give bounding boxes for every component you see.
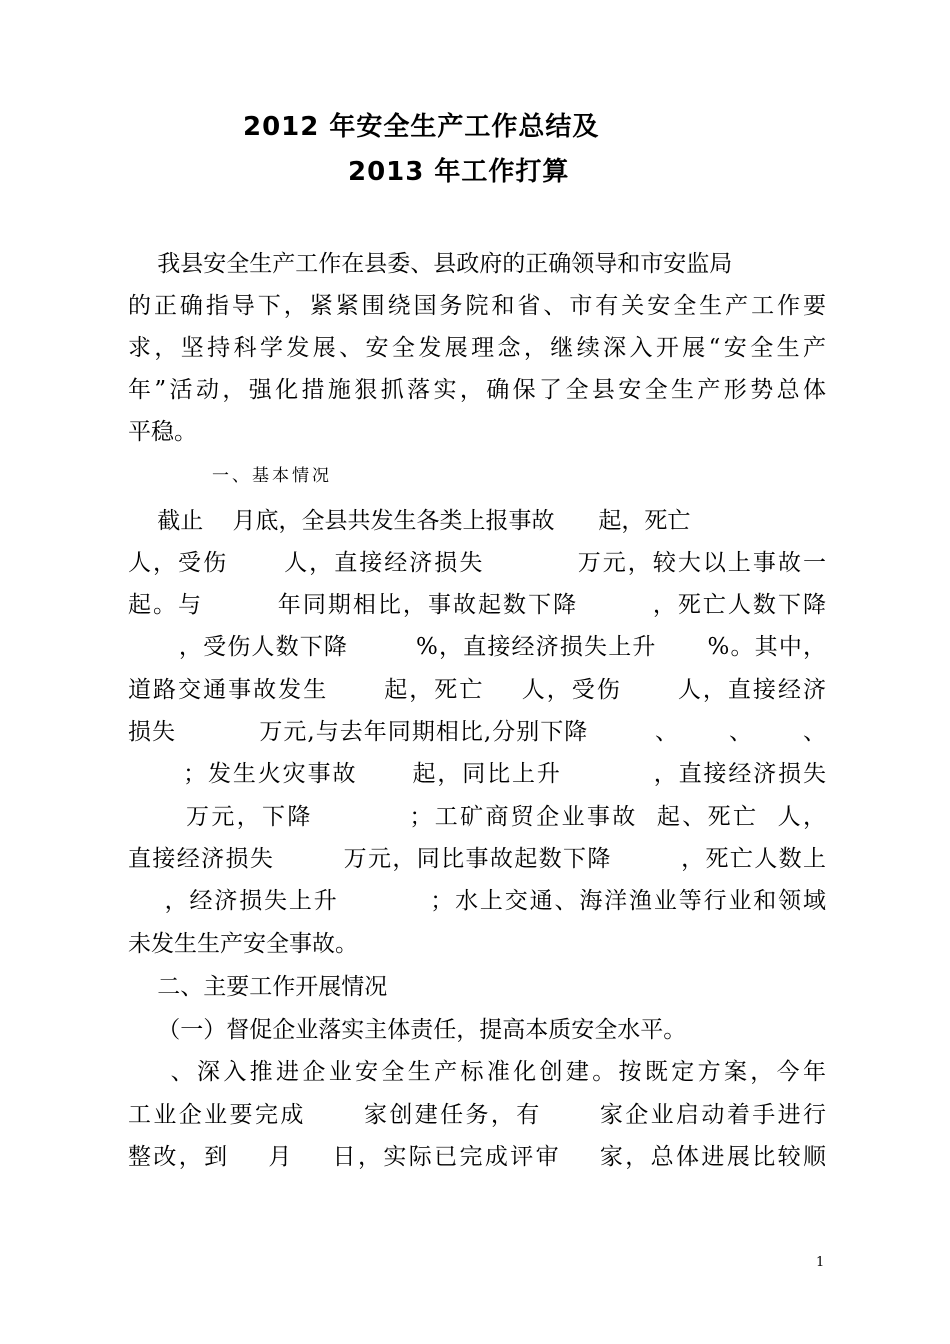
paragraph-line: 求，坚持科学发展、安全发展理念，继续深入开展“安全生产	[128, 335, 826, 361]
document-title-line-2: 2013 年工作打算	[348, 157, 570, 187]
paragraph-line: 人，受伤 人，直接经济损失 万元，较大以上事故一	[128, 550, 826, 576]
paragraph-line: 万元，下降 ；工矿商贸企业事故 起、死亡 人，	[128, 804, 826, 830]
section-heading: 二、主要工作开展情况	[128, 974, 388, 1000]
paragraph-line: 道路交通事故发生 起，死亡 人，受伤 人，直接经济	[128, 677, 826, 703]
paragraph-line: 损失 万元,与去年同期相比,分别下降 、 、 、	[128, 719, 826, 745]
paragraph-line: 整改，到 月 日，实际已完成评审 家，总体进展比较顺	[128, 1144, 826, 1170]
paragraph-line: 我县安全生产工作在县委、县政府的正确领导和市安监局	[128, 251, 733, 277]
paragraph-line: ，受伤人数下降 %，直接经济损失上升 %。其中，	[128, 634, 826, 660]
subsection-heading: （一）督促企业落实主体责任，提高本质安全水平。	[128, 1017, 687, 1043]
paragraph-line: ，经济损失上升 ；水上交通、海洋渔业等行业和领域	[128, 888, 826, 914]
paragraph-line: ；发生火灾事故 起，同比上升 ，直接经济损失	[128, 761, 826, 787]
section-heading: 一、基本情况	[128, 466, 333, 486]
paragraph-line: 截止 月底，全县共发生各类上报事故 起，死亡	[128, 508, 691, 534]
paragraph-line: 起。与 年同期相比，事故起数下降 ，死亡人数下降	[128, 592, 826, 618]
paragraph-line: 未发生生产安全事故。	[128, 931, 358, 957]
page-number: 1	[816, 1255, 825, 1270]
document-title-line-1: 2012 年安全生产工作总结及	[243, 112, 600, 142]
paragraph-line: 直接经济损失 万元，同比事故起数下降 ，死亡人数上	[128, 846, 826, 872]
paragraph-line: 年”活动，强化措施狠抓落实，确保了全县安全生产形势总体	[128, 377, 826, 403]
paragraph-line: 平稳。	[128, 419, 197, 445]
paragraph-line: 的正确指导下，紧紧围绕国务院和省、市有关安全生产工作要	[128, 293, 826, 319]
paragraph-line: 、深入推进企业安全生产标准化创建。按既定方案，今年	[128, 1059, 826, 1085]
paragraph-line: 工业企业要完成 家创建任务，有 家企业启动着手进行	[128, 1102, 826, 1128]
